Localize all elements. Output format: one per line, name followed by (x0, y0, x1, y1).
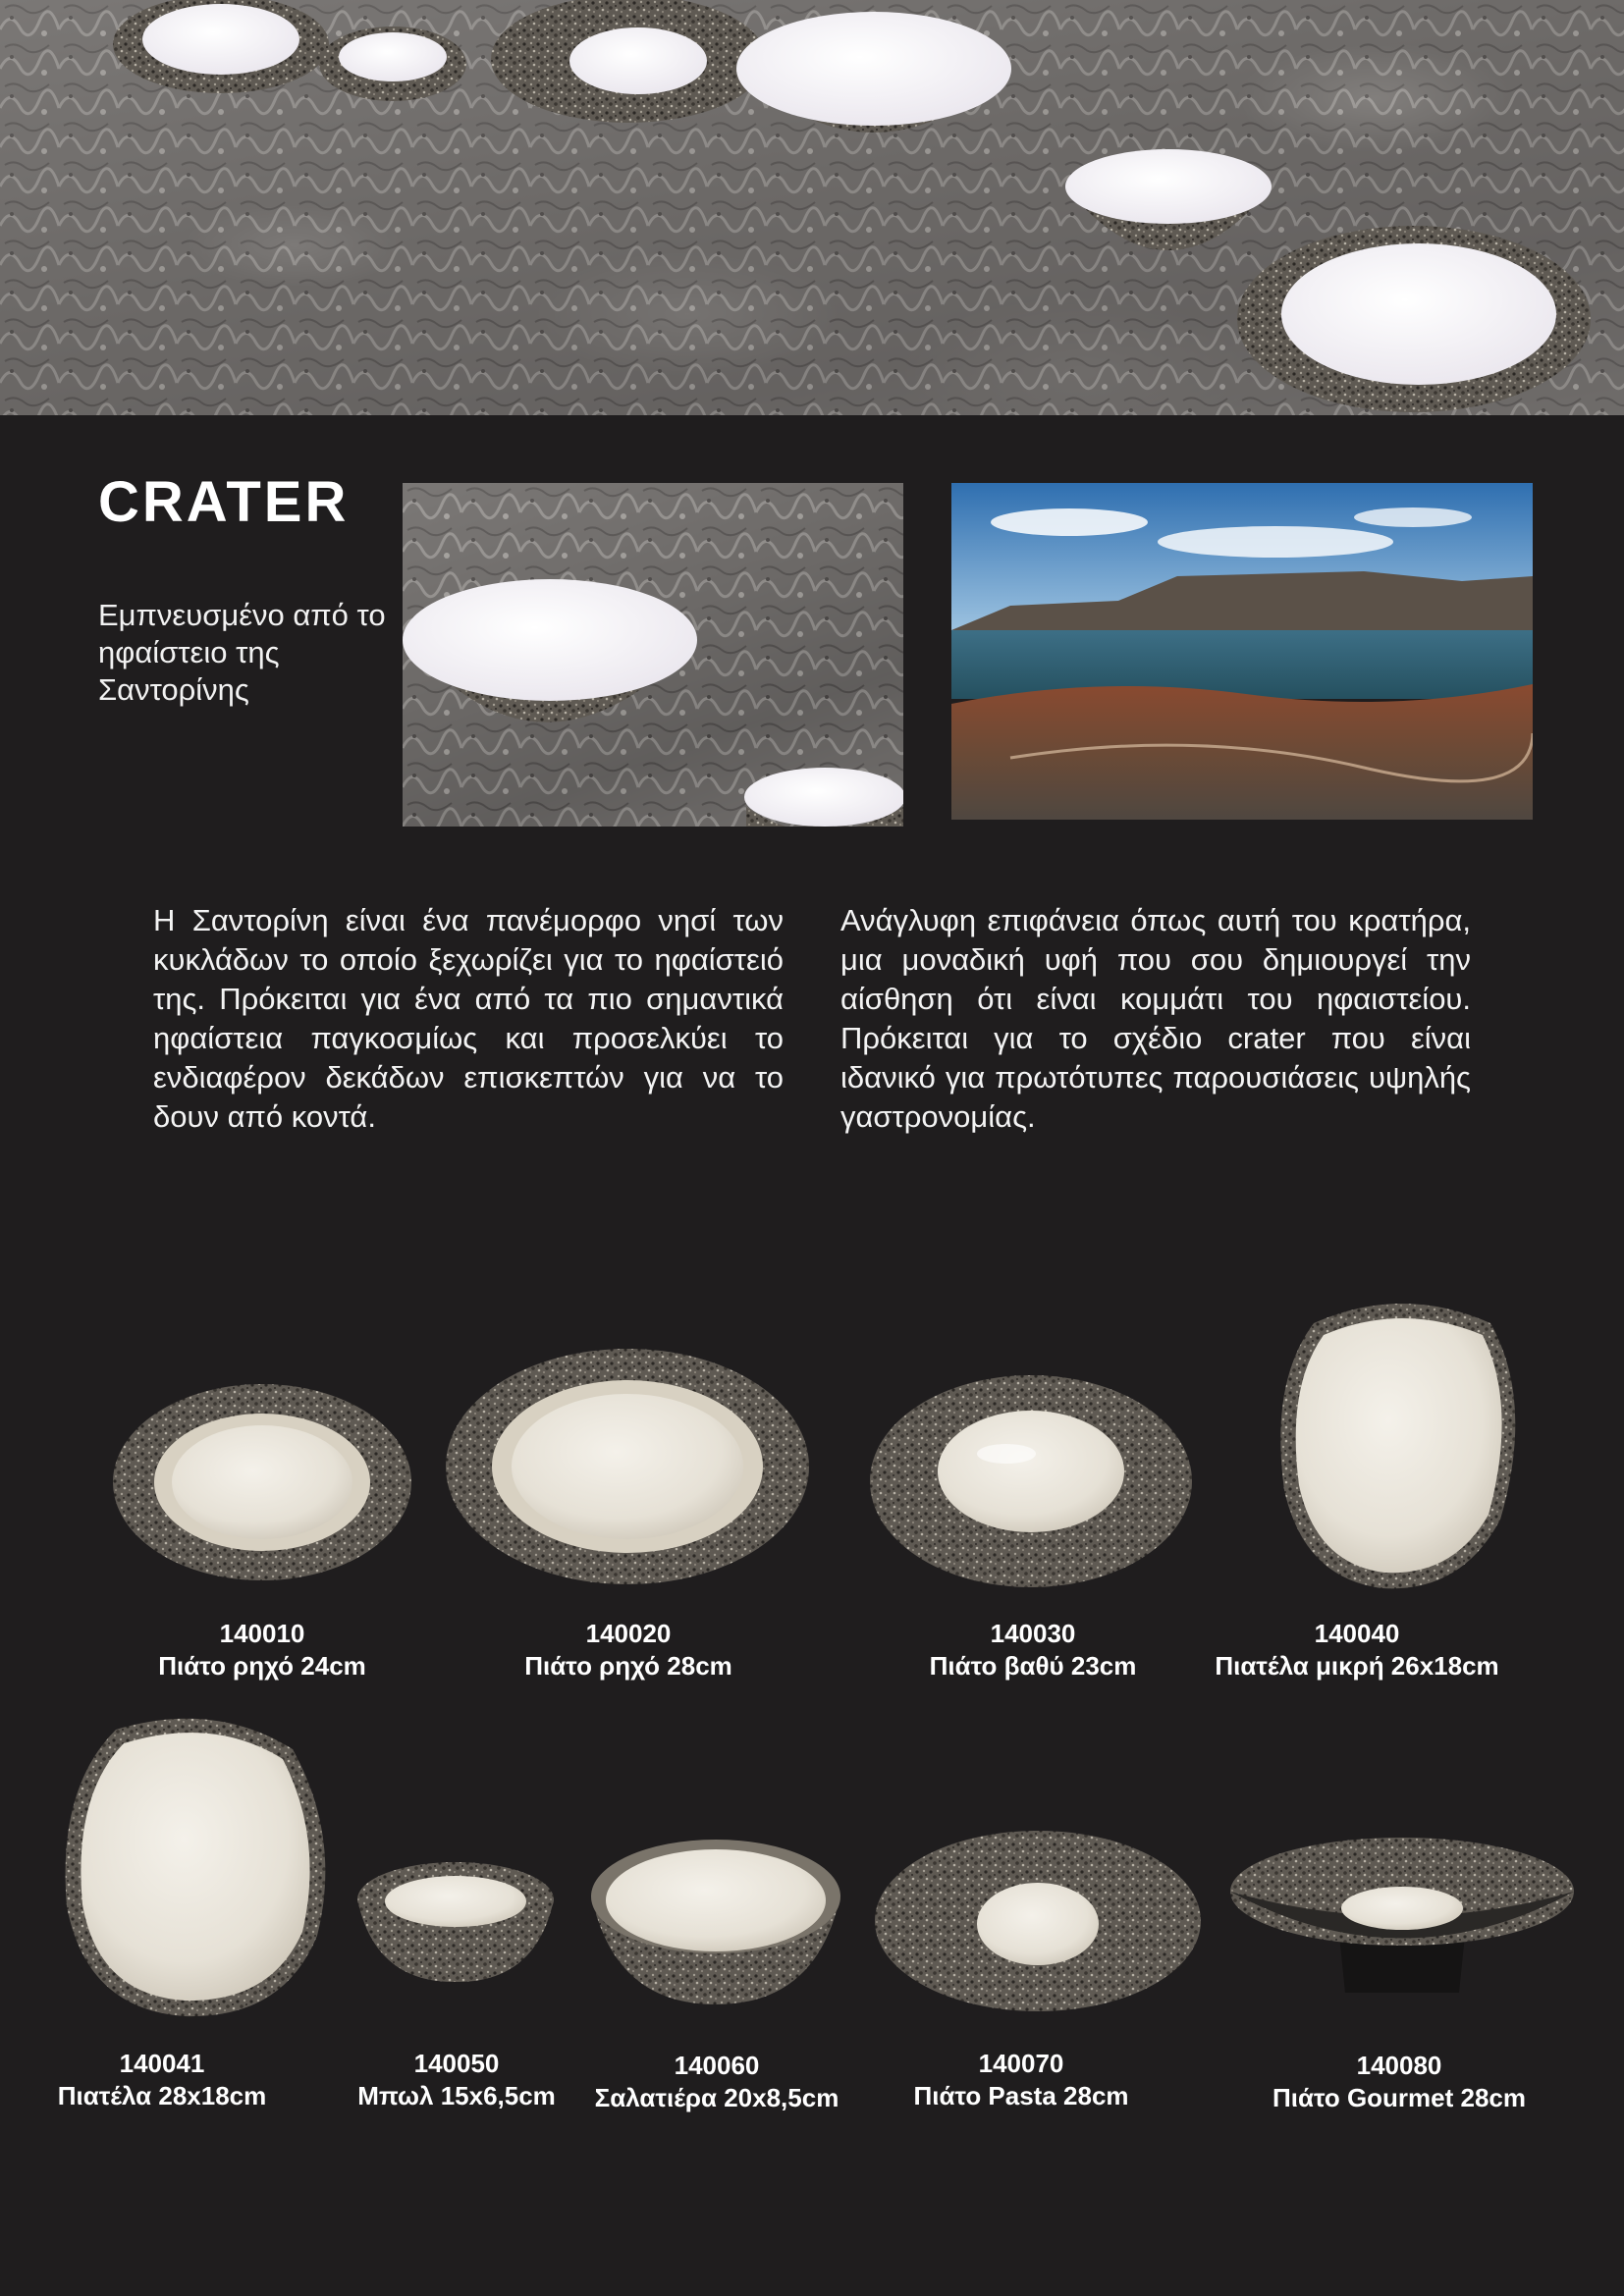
product-name: Πιατέλα 28x18cm (57, 2081, 267, 2110)
product-image-140050 (355, 1860, 556, 1983)
description-crater-design: Ανάγλυφη επιφάνεια όπως αυτή του κρατήρα, μια μοναδική υφή που σου δημιουργεί την αίσθηση ότι είναι κομμάτι του ηφαιστείου. Πρόκειται για το σχέδιο crater που είναι ιδανικό για πρωτότυπες παρουσιάσεις υψηλής γαστρονομίας. (840, 903, 1471, 1134)
product-code: 140041 (119, 2049, 205, 2078)
product-code: 140060 (674, 2051, 760, 2080)
product-image-140080 (1229, 1838, 1575, 1995)
product-caption-140060 (579, 2050, 854, 2114)
product-code: 140010 (219, 1619, 305, 1648)
product-caption-140050 (324, 2048, 589, 2112)
photo-bowl-closeup (403, 483, 903, 827)
collection-title: CRATER (98, 470, 350, 534)
product-code: 140020 (585, 1619, 672, 1648)
product-image-140040 (1274, 1294, 1528, 1593)
product-code: 140030 (990, 1619, 1076, 1648)
description-santorini: Η Σαντορίνη είναι ένα πανέμορφο νησί των κυκλάδων το οποίο ξεχωρίζει για το ηφαίστειό της. Πρόκειται για ένα από τα πιο σημαντικά ηφαίστεια παγκοσμίως και προσελκύει το ενδιαφέρον δεκάδων επισκεπτών για να το δουν από κοντά. (153, 903, 784, 1134)
product-name: Πιάτο Gourmet 28cm (1272, 2083, 1527, 2112)
photo-santorini-caldera (951, 483, 1533, 820)
product-code: 140080 (1356, 2051, 1442, 2080)
product-name: Σαλατιέρα 20x8,5cm (594, 2083, 839, 2112)
product-name: Μπωλ 15x6,5cm (357, 2081, 556, 2110)
product-image-140030 (869, 1373, 1193, 1589)
product-caption-140010 (115, 1618, 409, 1682)
product-name: Πιατέλα μικρή 26x18cm (1215, 1651, 1499, 1681)
product-caption-140070 (884, 2048, 1159, 2112)
product-name: Πιάτο βαθύ 23cm (929, 1651, 1137, 1681)
product-image-140060 (589, 1836, 842, 2007)
product-code: 140070 (978, 2049, 1064, 2078)
product-code: 140040 (1314, 1619, 1400, 1648)
product-name: Πιάτο ρηχό 28cm (524, 1651, 732, 1681)
product-caption-140041 (29, 2048, 295, 2112)
product-name: Πιάτο Pasta 28cm (913, 2081, 1129, 2110)
product-caption-140080 (1247, 2050, 1551, 2114)
product-caption-140040 (1200, 1618, 1514, 1682)
collection-tagline: Εμπνευσμένο από το ηφαίστειο της Σαντορίνης (98, 598, 386, 707)
product-image-140020 (445, 1347, 810, 1587)
hero-photo-crater-dishes (0, 0, 1624, 415)
product-caption-140030 (886, 1618, 1180, 1682)
product-image-140041 (57, 1710, 335, 2022)
product-code: 140050 (413, 2049, 500, 2078)
product-caption-140020 (481, 1618, 776, 1682)
product-image-140070 (874, 1828, 1202, 2014)
product-name: Πιάτο ρηχό 24cm (158, 1651, 366, 1681)
product-image-140010 (113, 1382, 412, 1583)
